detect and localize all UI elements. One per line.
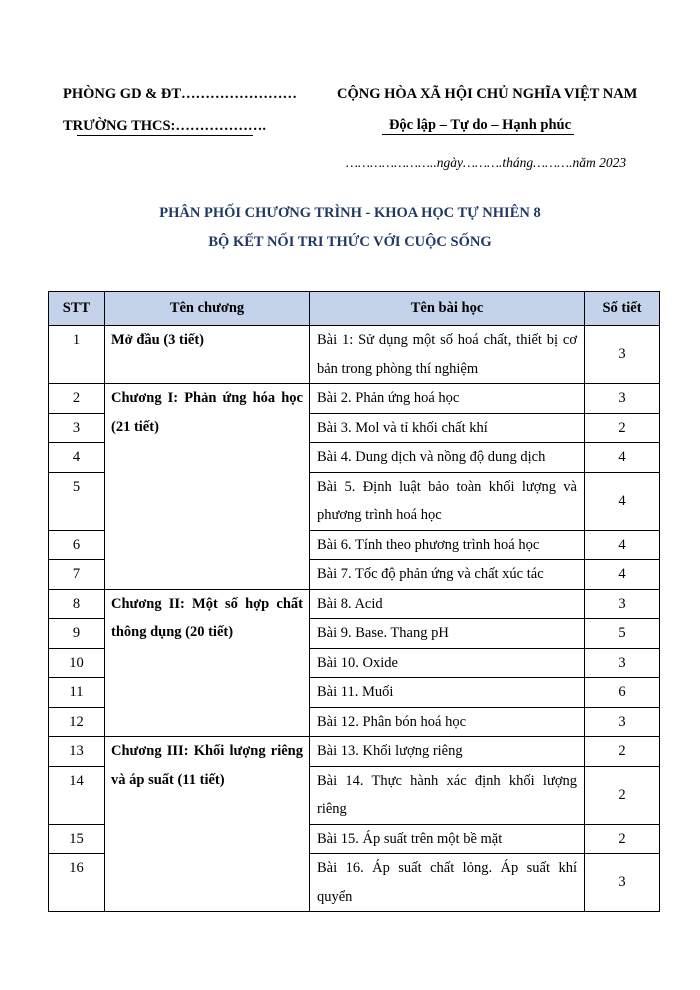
lesson-cell: Bài 16. Áp suất chất lỏng. Áp suất khí quyển xyxy=(310,854,585,912)
periods-cell: 5 xyxy=(585,619,660,649)
lesson-cell: Bài 5. Định luật bảo toàn khối lượng và phương trình hoá học xyxy=(310,472,585,530)
periods-cell: 4 xyxy=(585,443,660,473)
periods-cell: 3 xyxy=(585,326,660,384)
lesson-cell: Bài 3. Mol và tỉ khối chất khí xyxy=(310,413,585,443)
row-stt: 1 xyxy=(49,326,105,384)
lesson-cell: Bài 11. Muối xyxy=(310,678,585,708)
periods-cell: 2 xyxy=(585,824,660,854)
chapter-cell: Mở đầu (3 tiết) xyxy=(105,326,310,384)
periods-cell: 3 xyxy=(585,648,660,678)
row-stt: 13 xyxy=(49,737,105,767)
periods-cell: 3 xyxy=(585,707,660,737)
national-motto: Độc lập – Tự do – Hạnh phúc xyxy=(388,117,572,133)
date-line: …………………..ngày……….tháng……….năm 2023 xyxy=(346,155,627,170)
table-row xyxy=(49,589,660,619)
lesson-cell: Bài 14. Thực hành xác định khối lượng riêng xyxy=(310,766,585,824)
lesson-cell: Bài 10. Oxide xyxy=(310,648,585,678)
table-header-row xyxy=(49,292,660,326)
column-header-periods: Số tiết xyxy=(585,292,660,326)
row-stt: 9 xyxy=(49,619,105,649)
document-title: PHÂN PHỐI CHƯƠNG TRÌNH - KHOA HỌC TỰ NHIÊN 8 xyxy=(159,205,541,221)
periods-cell: 3 xyxy=(585,589,660,619)
school-underline xyxy=(77,135,253,136)
lesson-cell: Bài 2. Phản ứng hoá học xyxy=(310,384,585,414)
periods-cell: 4 xyxy=(585,472,660,530)
row-stt: 7 xyxy=(49,560,105,590)
motto-underline xyxy=(382,134,574,135)
chapter-cell: Chương II: Một số hợp chất thông dụng (20 tiết) xyxy=(105,589,310,737)
curriculum-table xyxy=(48,291,660,912)
row-stt: 8 xyxy=(49,589,105,619)
table-row xyxy=(49,384,660,414)
periods-cell: 4 xyxy=(585,530,660,560)
lesson-cell: Bài 1: Sử dụng một số hoá chất, thiết bị cơ bản trong phòng thí nghiệm xyxy=(310,326,585,384)
row-stt: 15 xyxy=(49,824,105,854)
lesson-cell: Bài 15. Áp suất trên một bề mặt xyxy=(310,824,585,854)
department-label: PHÒNG GD & ĐT…………………… xyxy=(63,86,298,102)
periods-cell: 2 xyxy=(585,413,660,443)
lesson-cell: Bài 6. Tính theo phương trình hoá học xyxy=(310,530,585,560)
school-label: TRƯỜNG THCS:………………. xyxy=(63,118,267,134)
periods-cell: 6 xyxy=(585,678,660,708)
column-header-lesson: Tên bài học xyxy=(310,292,585,326)
country-name: CỘNG HÒA XÃ HỘI CHỦ NGHĨA VIỆT NAM xyxy=(337,86,638,102)
row-stt: 10 xyxy=(49,648,105,678)
row-stt: 6 xyxy=(49,530,105,560)
column-header-chapter: Tên chương xyxy=(105,292,310,326)
column-header-stt: STT xyxy=(49,292,105,326)
row-stt: 4 xyxy=(49,443,105,473)
lesson-cell: Bài 12. Phân bón hoá học xyxy=(310,707,585,737)
row-stt: 3 xyxy=(49,413,105,443)
periods-cell: 2 xyxy=(585,737,660,767)
table-row xyxy=(49,737,660,767)
document-subtitle: BỘ KẾT NỐI TRI THỨC VỚI CUỘC SỐNG xyxy=(208,234,492,250)
periods-cell: 3 xyxy=(585,384,660,414)
lesson-cell: Bài 8. Acid xyxy=(310,589,585,619)
row-stt: 16 xyxy=(49,854,105,912)
lesson-cell: Bài 13. Khối lượng riêng xyxy=(310,737,585,767)
row-stt: 11 xyxy=(49,678,105,708)
row-stt: 5 xyxy=(49,472,105,530)
chapter-cell: Chương III: Khối lượng riêng và áp suất (11 tiết) xyxy=(105,737,310,912)
periods-cell: 4 xyxy=(585,560,660,590)
lesson-cell: Bài 7. Tốc độ phản ứng và chất xúc tác xyxy=(310,560,585,590)
chapter-cell: Chương I: Phản ứng hóa học (21 tiết) xyxy=(105,384,310,590)
row-stt: 2 xyxy=(49,384,105,414)
row-stt: 14 xyxy=(49,766,105,824)
periods-cell: 3 xyxy=(585,854,660,912)
table-row xyxy=(49,326,660,384)
lesson-cell: Bài 4. Dung dịch và nồng độ dung dịch xyxy=(310,443,585,473)
periods-cell: 2 xyxy=(585,766,660,824)
row-stt: 12 xyxy=(49,707,105,737)
lesson-cell: Bài 9. Base. Thang pH xyxy=(310,619,585,649)
